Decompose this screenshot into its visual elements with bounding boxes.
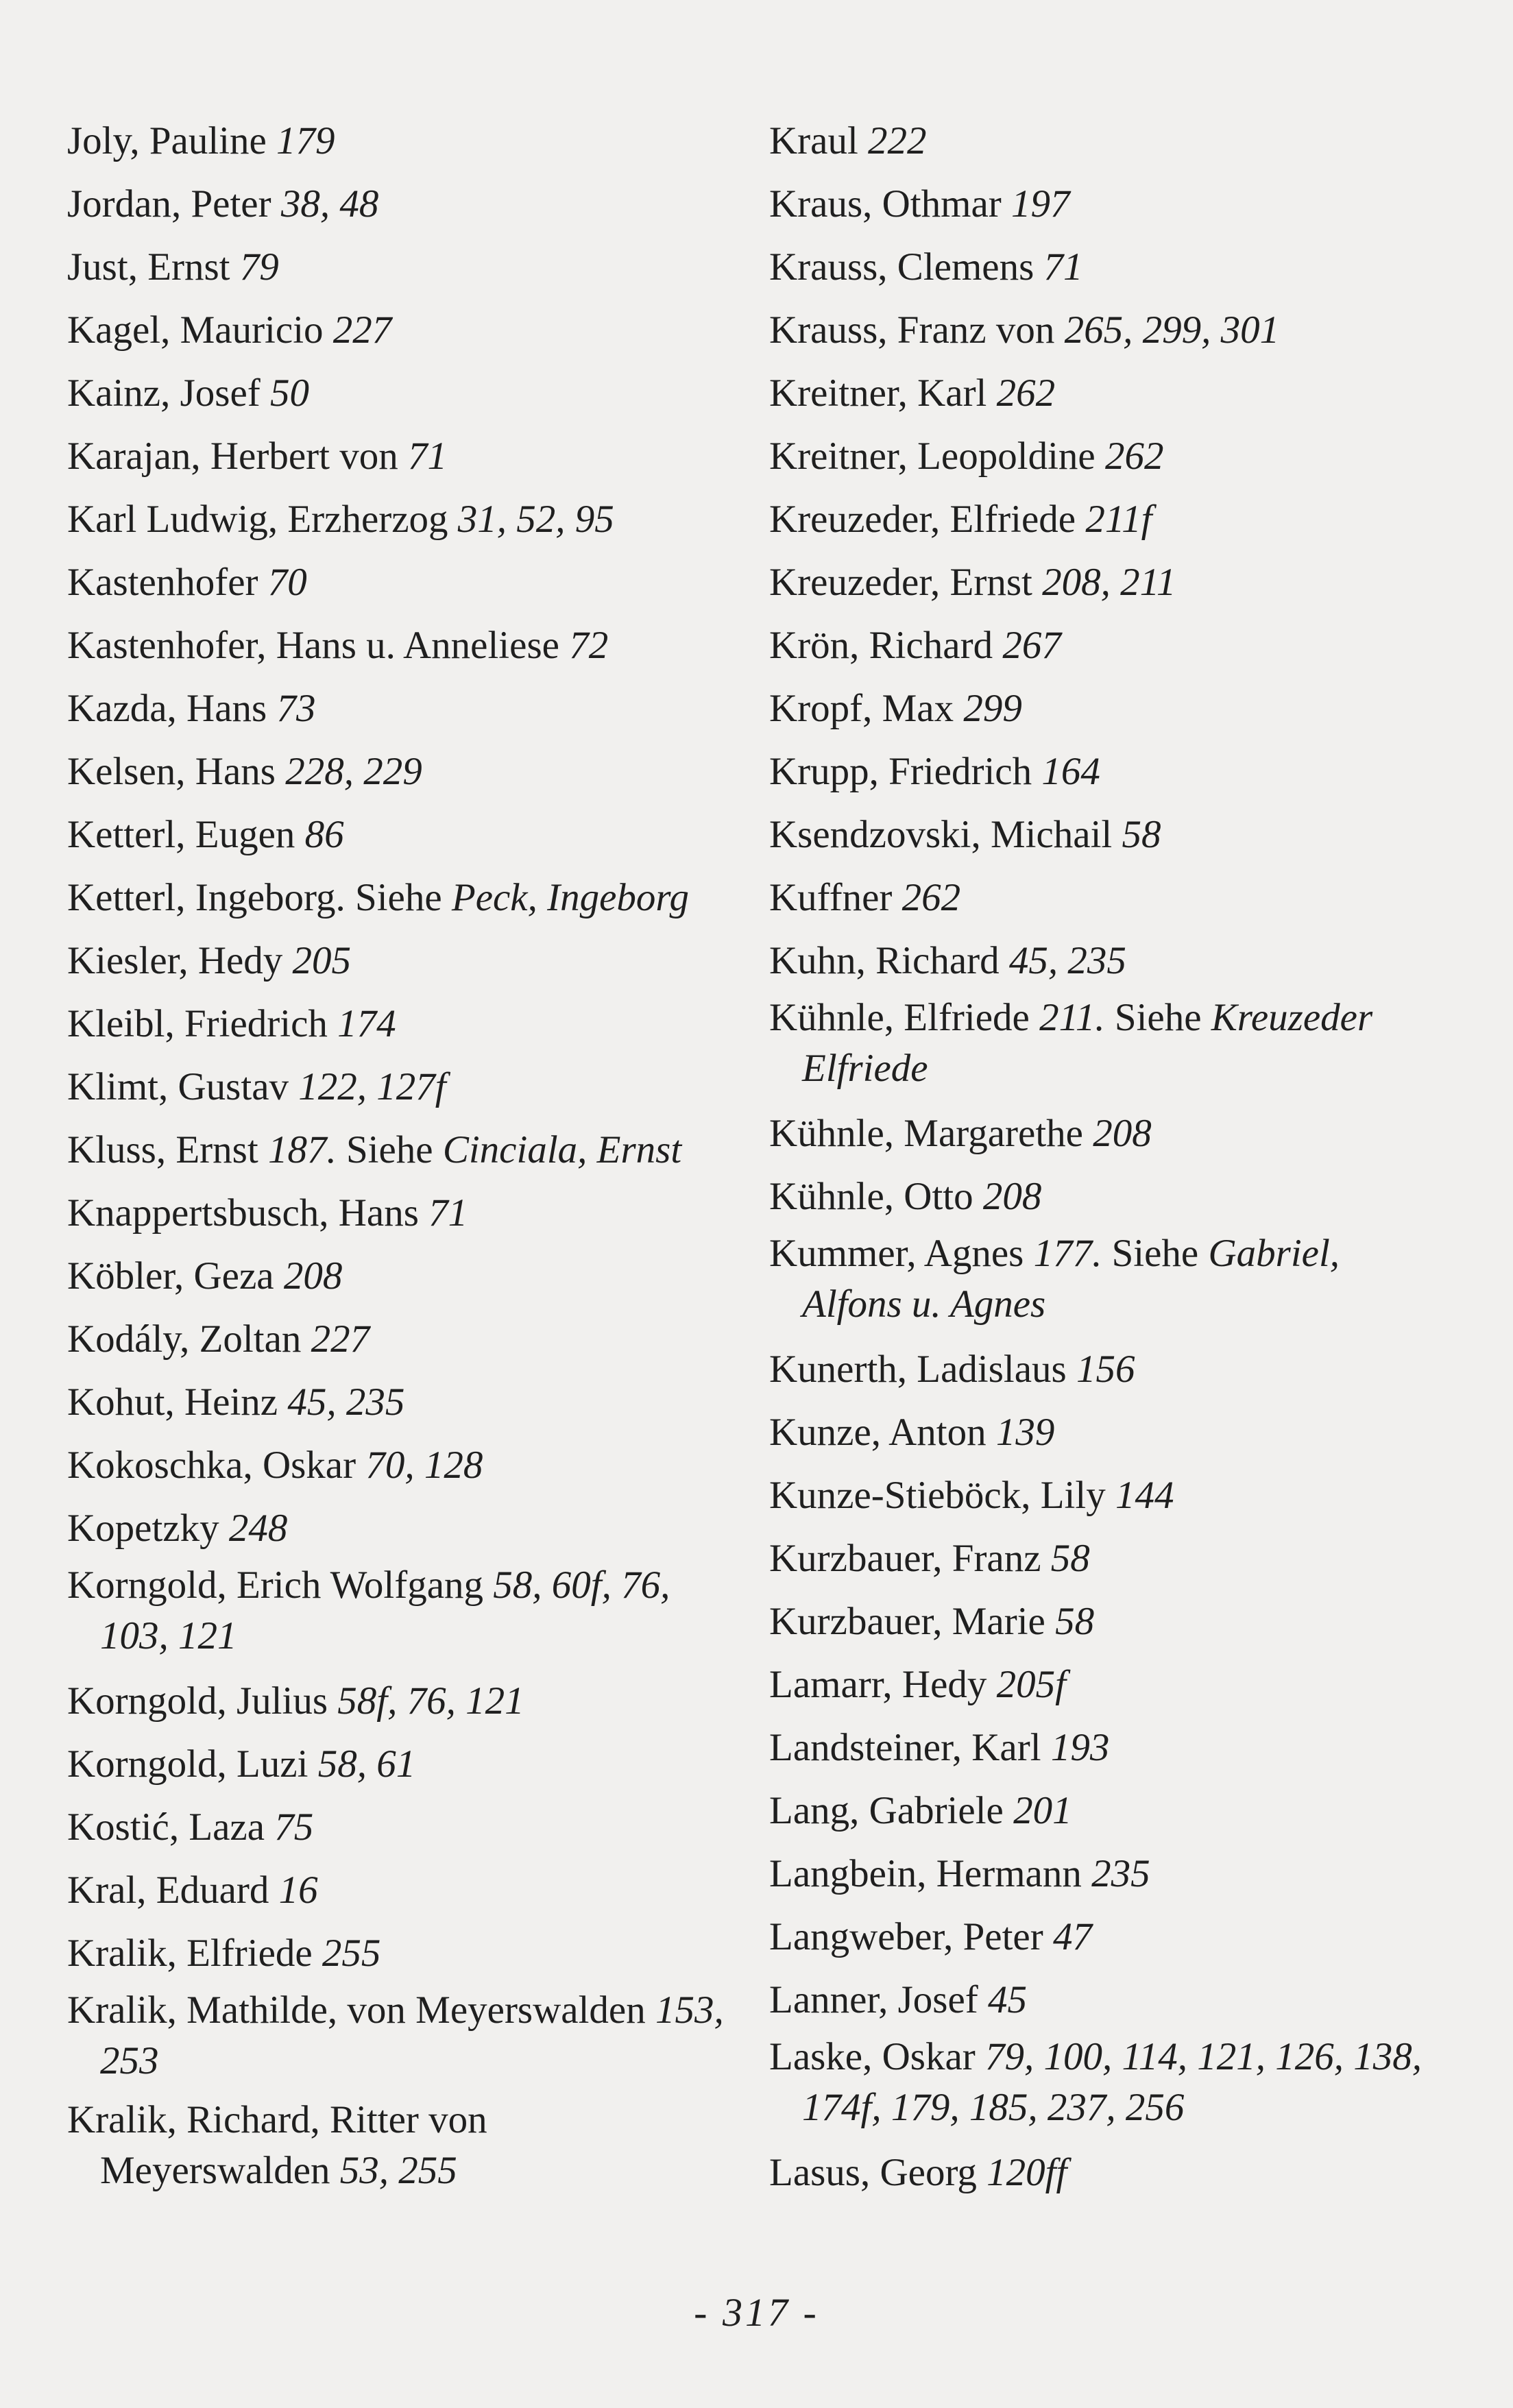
index-entry (769, 677, 1427, 740)
index-entry (769, 803, 1427, 866)
index-entry (67, 1245, 725, 1308)
entry-pages: 79 (239, 245, 279, 289)
entry-pages: 235 (1091, 1852, 1150, 1895)
index-entry (769, 1165, 1427, 1228)
entry-see-label: Siehe (1111, 1232, 1199, 1275)
index-entry (67, 1119, 725, 1182)
entry-cross-reference: Kreuzeder Elfriede (802, 996, 1373, 1090)
index-entry (769, 1228, 1427, 1330)
entry-pages: 53, 255 (339, 2149, 457, 2192)
entry-name: Kunze-Stieböck, Lily (769, 1474, 1106, 1517)
entry-name: Kopetzky (67, 1507, 219, 1550)
index-entry (67, 1985, 725, 2087)
index-entry (67, 803, 725, 866)
entry-pages: 58 (1122, 813, 1161, 856)
entry-name: Ketterl, Eugen (67, 813, 295, 856)
entry-name: Kropf, Max (769, 687, 954, 730)
index-entry (769, 1102, 1427, 1165)
index-entry (769, 1779, 1427, 1843)
index-entry (67, 1371, 725, 1434)
index-entry (67, 488, 725, 551)
entry-name: Lasus, Georg (769, 2151, 977, 2194)
entry-name: Kagel, Mauricio (67, 308, 324, 352)
entry-name: Kralik, Elfriede (67, 1932, 313, 1975)
entry-cross-reference: Gabriel, Alfons u. Agnes (802, 1232, 1340, 1326)
entry-pages: 45, 235 (287, 1381, 405, 1424)
index-entry (67, 1670, 725, 1733)
index-entry (769, 740, 1427, 803)
index-entry (67, 1308, 725, 1371)
entry-pages: 208 (283, 1254, 343, 1298)
index-entry (769, 1338, 1427, 1401)
entry-name: Langbein, Hermann (769, 1852, 1082, 1895)
entry-pages: 228, 229 (285, 750, 422, 793)
entry-pages: 16 (278, 1869, 318, 1912)
entry-pages: 50 (270, 372, 309, 415)
entry-name: Ksendzovski, Michail (769, 813, 1113, 856)
entry-name: Kraus, Othmar (769, 182, 1002, 226)
index-entry (769, 993, 1427, 1094)
index-entry (769, 1969, 1427, 2032)
entry-pages: 58f, 76, 121 (337, 1679, 524, 1723)
entry-name: Kazda, Hans (67, 687, 267, 730)
entry-pages: 72 (569, 624, 609, 667)
entry-name: Köbler, Geza (67, 1254, 274, 1298)
index-entry (67, 425, 725, 488)
entry-name: Korngold, Luzi (67, 1742, 308, 1786)
entry-pages: 58, 60f, 76, 103, 121 (100, 1564, 670, 1657)
index-entry (769, 1653, 1427, 1716)
index-entry (67, 1733, 725, 1796)
entry-pages: 262 (996, 372, 1056, 415)
entry-name: Jordan, Peter (67, 182, 271, 226)
index-entry (769, 110, 1427, 173)
entry-name: Krupp, Friedrich (769, 750, 1032, 793)
entry-pages: 144 (1115, 1474, 1174, 1517)
entry-pages: 205 (292, 939, 352, 982)
index-entry (67, 299, 725, 362)
entry-see-label: Siehe (355, 876, 442, 919)
entry-pages: 79, 100, 114, 121, 126, 138, 174f, 179, 185, 237, 256 (802, 2035, 1423, 2129)
entry-name: Kunerth, Ladislaus (769, 1348, 1067, 1391)
entry-pages: 73 (276, 687, 316, 730)
index-entry (67, 1796, 725, 1859)
entry-pages: 58 (1055, 1600, 1095, 1643)
entry-name: Kralik, Richard, Ritter von Meyerswalden (67, 2098, 487, 2192)
entry-pages: 120ff (987, 2151, 1067, 2194)
entry-pages: 45, 235 (1008, 939, 1126, 982)
entry-name: Langweber, Peter (769, 1915, 1043, 1958)
entry-pages: 262 (901, 876, 961, 919)
index-entry (67, 866, 725, 929)
index-entry (769, 866, 1427, 929)
index-entry (769, 2141, 1427, 2204)
index-entry (769, 1906, 1427, 1969)
entry-pages: 267 (1002, 624, 1061, 667)
entry-pages: 299 (963, 687, 1022, 730)
index-entry (67, 1182, 725, 1245)
entry-name: Karajan, Herbert von (67, 435, 398, 478)
entry-pages: 71 (428, 1191, 468, 1235)
entry-pages: 179 (276, 119, 335, 162)
entry-name: Kostić, Laza (67, 1805, 265, 1849)
entry-name: Kuhn, Richard (769, 939, 1000, 982)
entry-pages: 255 (322, 1932, 381, 1975)
entry-pages: 208 (1093, 1112, 1152, 1155)
entry-name: Kainz, Josef (67, 372, 261, 415)
entry-pages: 222 (868, 119, 927, 162)
entry-name: Krauss, Clemens (769, 245, 1034, 289)
index-entry (67, 1922, 725, 1985)
entry-name: Kelsen, Hans (67, 750, 276, 793)
index-entry (769, 1590, 1427, 1653)
index-entry (769, 551, 1427, 614)
index-entry (769, 929, 1427, 993)
entry-name: Kurzbauer, Franz (769, 1537, 1041, 1580)
entry-name: Kralik, Mathilde, von Meyerswalden (67, 1989, 646, 2032)
entry-pages: 139 (995, 1411, 1055, 1454)
entry-pages: 164 (1041, 750, 1100, 793)
entry-pages: 70 (267, 561, 307, 604)
entry-cross-reference: Cinciala, Ernst (442, 1128, 682, 1171)
entry-name: Lanner, Josef (769, 1978, 978, 2021)
entry-pages: 211f (1085, 498, 1152, 541)
entry-name: Kleibl, Friedrich (67, 1002, 328, 1045)
entry-see-label: Siehe (346, 1128, 433, 1171)
index-entry (67, 1859, 725, 1922)
index-entry (67, 1560, 725, 1662)
entry-pages: 187. (267, 1128, 337, 1171)
entry-name: Joly, Pauline (67, 119, 267, 162)
entry-pages: 153, 253 (100, 1989, 724, 2082)
entry-name: Landsteiner, Karl (769, 1726, 1041, 1769)
entry-cross-reference: Peck, Ingeborg (451, 876, 689, 919)
entry-pages: 58, 61 (317, 1742, 416, 1786)
index-entry (67, 173, 725, 236)
entry-pages: 47 (1052, 1915, 1092, 1958)
entry-pages: 174 (337, 1002, 396, 1045)
index-entry (67, 677, 725, 740)
entry-name: Kühnle, Margarethe (769, 1112, 1083, 1155)
index-entry (769, 2032, 1427, 2133)
page-number: - 317 - (694, 2290, 819, 2335)
entry-pages: 205f (996, 1663, 1066, 1706)
entry-pages: 75 (274, 1805, 314, 1849)
entry-pages: 248 (228, 1507, 288, 1550)
entry-name: Lang, Gabriele (769, 1789, 1004, 1832)
entry-see-label: Siehe (1114, 996, 1202, 1039)
entry-name: Kokoschka, Oskar (67, 1444, 356, 1487)
entry-name: Kluss, Ernst (67, 1128, 258, 1171)
index-entry (769, 173, 1427, 236)
index-entry (67, 993, 725, 1056)
index-entry (67, 929, 725, 993)
entry-name: Kuffner (769, 876, 893, 919)
entry-name: Just, Ernst (67, 245, 230, 289)
index-entry (769, 614, 1427, 677)
entry-name: Kral, Eduard (67, 1869, 269, 1912)
entry-name: Kiesler, Hedy (67, 939, 283, 982)
index-entry (769, 1716, 1427, 1779)
entry-name: Kodály, Zoltan (67, 1317, 302, 1361)
index-entry (67, 1497, 725, 1560)
entry-name: Lamarr, Hedy (769, 1663, 987, 1706)
entry-pages: 211. (1039, 996, 1105, 1039)
entry-name: Kraul (769, 119, 858, 162)
entry-name: Korngold, Julius (67, 1679, 328, 1723)
entry-name: Kastenhofer (67, 561, 258, 604)
entry-name: Kunze, Anton (769, 1411, 987, 1454)
index-entry (67, 110, 725, 173)
index-entry (67, 1434, 725, 1497)
entry-pages: 208, 211 (1042, 561, 1176, 604)
entry-name: Korngold, Erich Wolfgang (67, 1564, 483, 1607)
entry-name: Laske, Oskar (769, 2035, 976, 2078)
entry-pages: 227 (332, 308, 392, 352)
index-column-right (769, 110, 1427, 2204)
index-entry (769, 488, 1427, 551)
entry-pages: 193 (1050, 1726, 1110, 1769)
entry-pages: 208 (982, 1175, 1042, 1218)
index-entry (67, 614, 725, 677)
entry-name: Kreuzeder, Elfriede (769, 498, 1076, 541)
entry-pages: 71 (407, 435, 447, 478)
entry-pages: 38, 48 (280, 182, 379, 226)
entry-pages: 45 (988, 1978, 1028, 2021)
entry-pages: 86 (304, 813, 344, 856)
entry-name: Knappertsbusch, Hans (67, 1191, 419, 1235)
entry-pages: 197 (1011, 182, 1070, 226)
entry-name: Kohut, Heinz (67, 1381, 278, 1424)
index-entry (67, 740, 725, 803)
index-entry (67, 236, 725, 299)
entry-name: Krön, Richard (769, 624, 993, 667)
index-entry (769, 1464, 1427, 1527)
entry-name: Karl Ludwig, Erzherzog (67, 498, 448, 541)
entry-pages: 70, 128 (365, 1444, 483, 1487)
entry-name: Kummer, Agnes (769, 1232, 1024, 1275)
entry-name: Kreuzeder, Ernst (769, 561, 1032, 604)
index-entry (769, 425, 1427, 488)
entry-name: Ketterl, Ingeborg. (67, 876, 346, 919)
entry-name: Kastenhofer, Hans u. Anneliese (67, 624, 559, 667)
index-entry (67, 2095, 725, 2196)
entry-pages: 31, 52, 95 (457, 498, 614, 541)
index-entry (769, 1843, 1427, 1906)
index-entry (769, 299, 1427, 362)
entry-pages: 122, 127f (298, 1065, 446, 1108)
entry-name: Kühnle, Otto (769, 1175, 973, 1218)
entry-name: Kreitner, Leopoldine (769, 435, 1096, 478)
index-entry (769, 362, 1427, 425)
index-entry (67, 362, 725, 425)
entry-pages: 156 (1076, 1348, 1135, 1391)
index-entry (769, 1401, 1427, 1464)
index-entry (67, 551, 725, 614)
entry-pages: 262 (1104, 435, 1164, 478)
entry-name: Kurzbauer, Marie (769, 1600, 1045, 1643)
entry-pages: 201 (1013, 1789, 1072, 1832)
entry-name: Kreitner, Karl (769, 372, 987, 415)
entry-pages: 58 (1050, 1537, 1090, 1580)
index-column-left (67, 110, 725, 2204)
index-entry (769, 1527, 1427, 1590)
entry-name: Kühnle, Elfriede (769, 996, 1030, 1039)
entry-pages: 177. (1033, 1232, 1102, 1275)
entry-pages: 265, 299, 301 (1064, 308, 1280, 352)
entry-name: Klimt, Gustav (67, 1065, 289, 1108)
entry-pages: 227 (311, 1317, 370, 1361)
index-entry (67, 1056, 725, 1119)
index-entry (769, 236, 1427, 299)
entry-pages: 71 (1043, 245, 1083, 289)
entry-name: Krauss, Franz von (769, 308, 1055, 352)
